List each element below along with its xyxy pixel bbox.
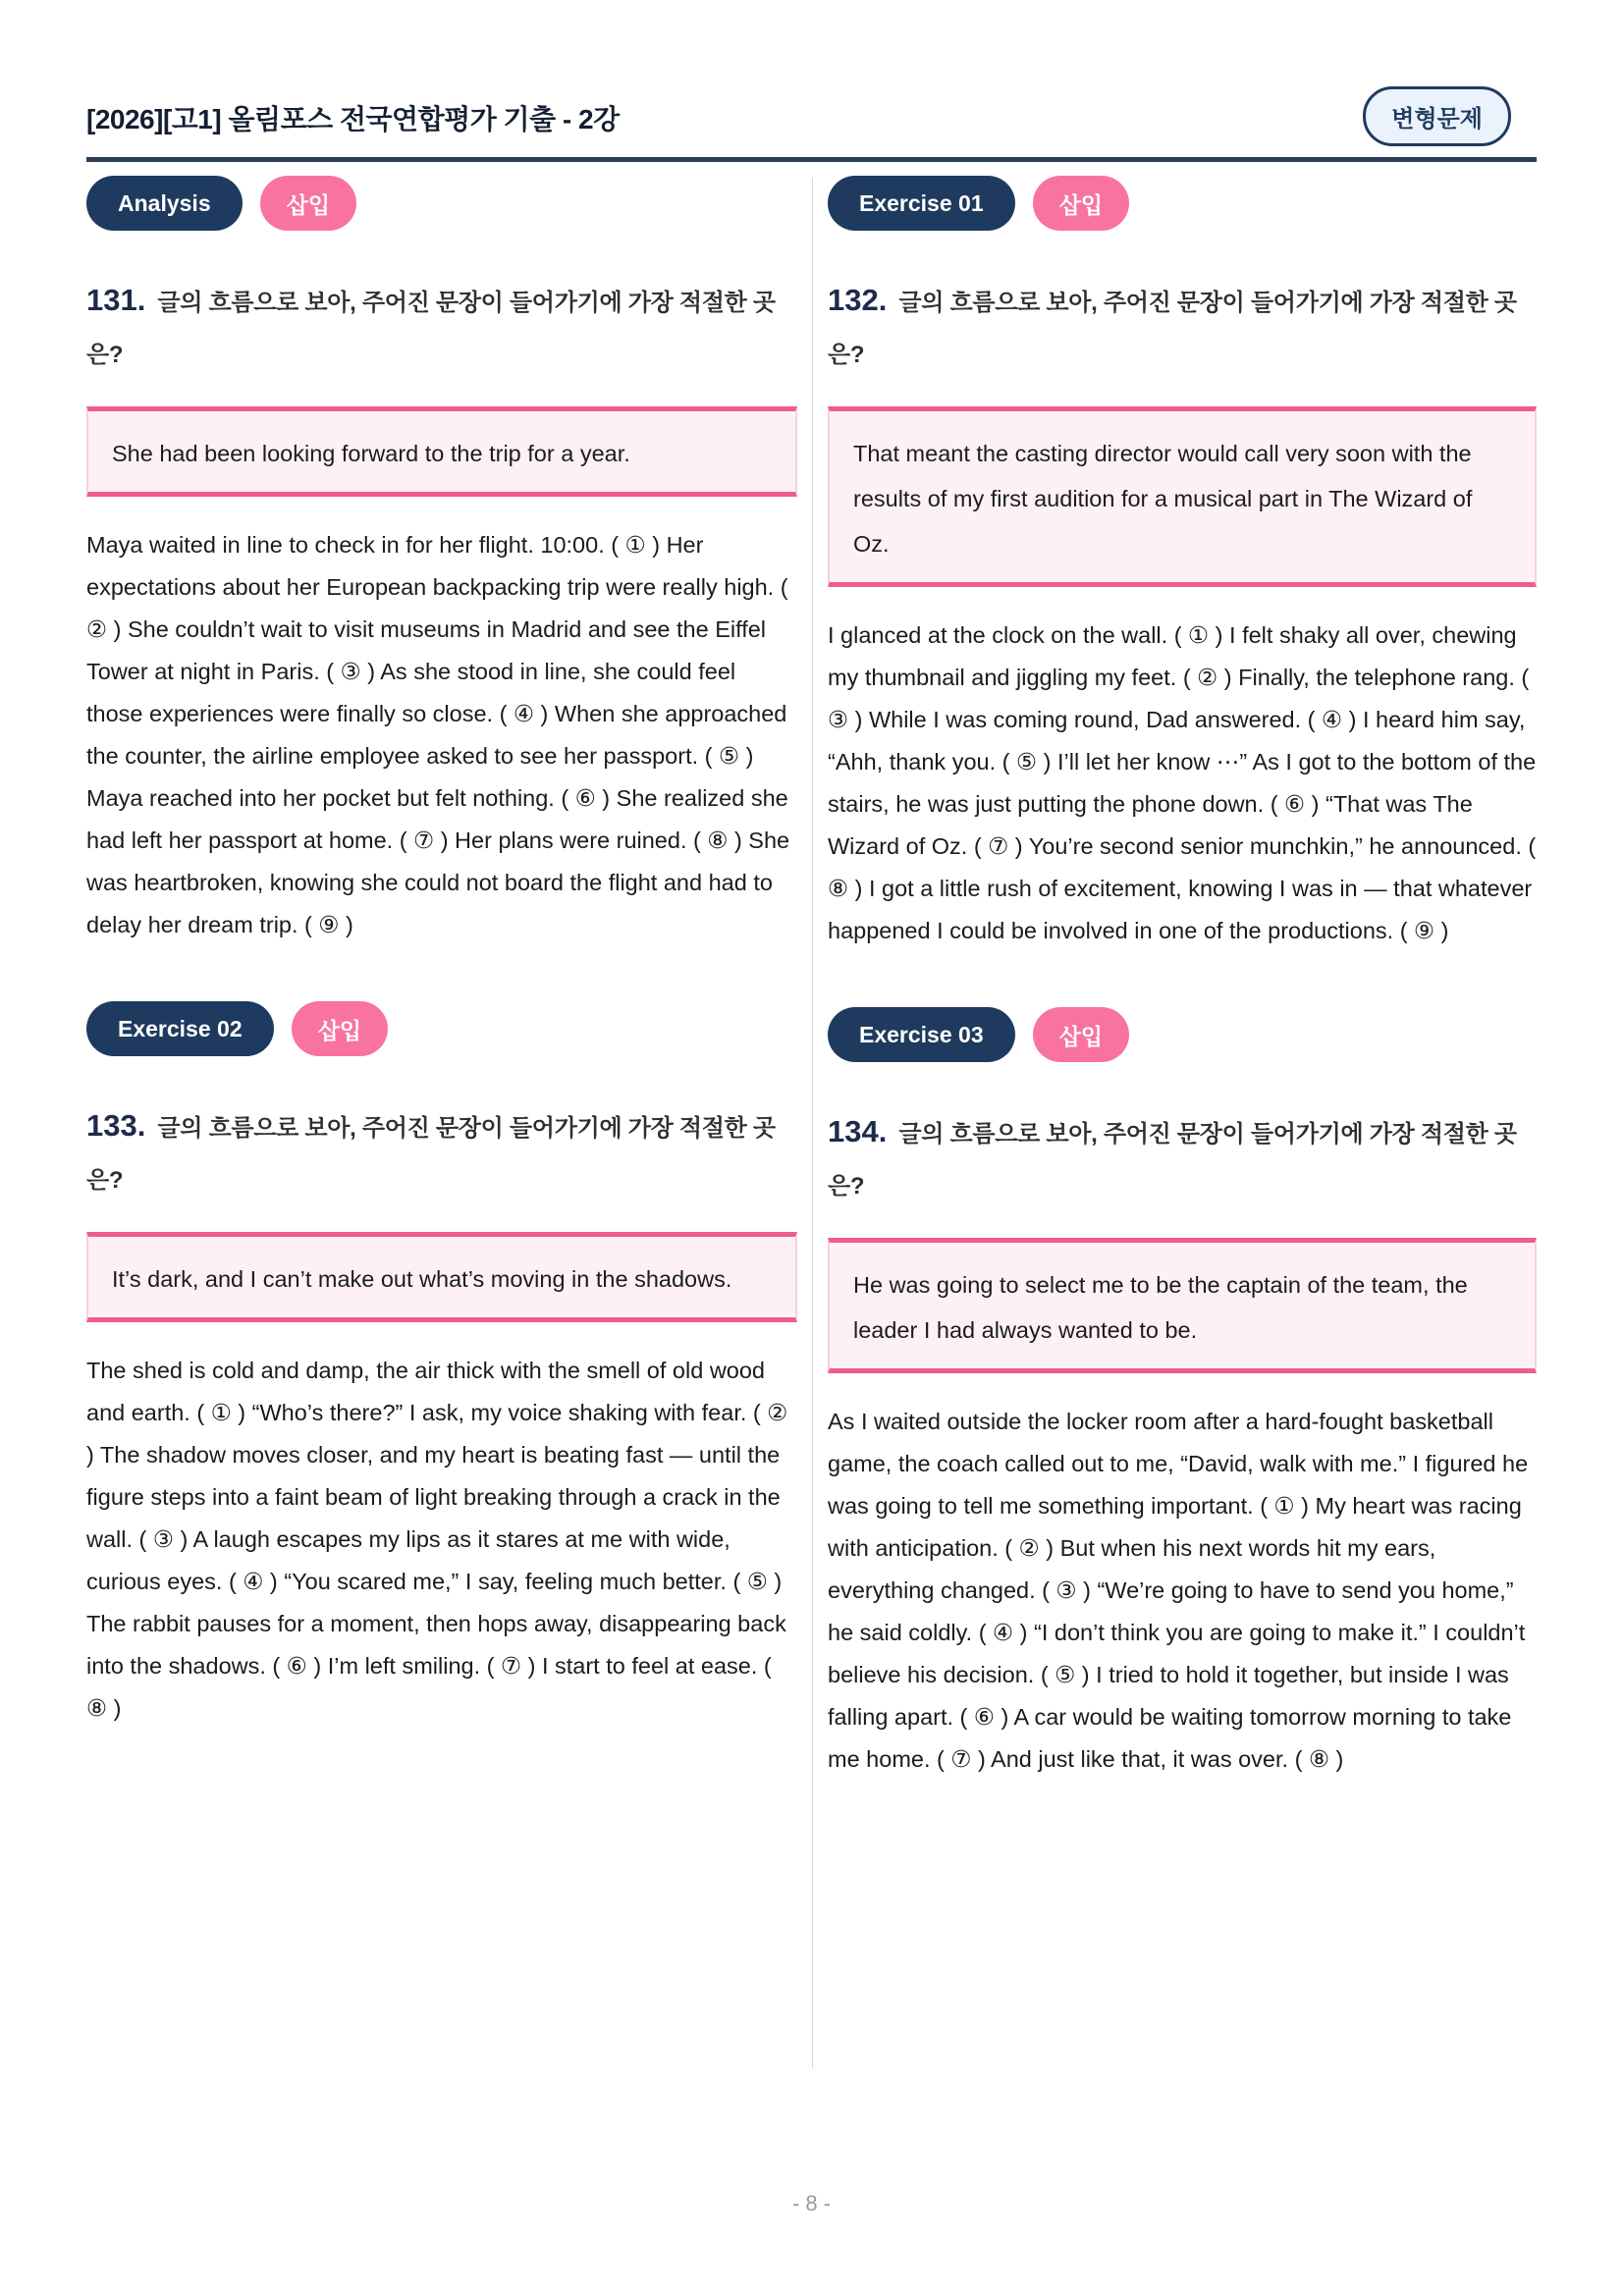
left-column xyxy=(86,176,797,2068)
question-type-badge: 삽입 xyxy=(1033,176,1129,231)
section-tag-badge: Exercise 02 xyxy=(86,1001,274,1056)
section-analysis xyxy=(86,176,797,946)
two-column-layout xyxy=(86,176,1537,2068)
given-sentence-box xyxy=(86,1232,797,1322)
question-type-badge: 삽입 xyxy=(292,1001,388,1056)
question-number: 134. xyxy=(828,1114,888,1148)
question-text: 글의 흐름으로 보아, 주어진 문장이 들어가기에 가장 적절한 곳은? xyxy=(86,290,776,368)
badge-row xyxy=(828,1007,1537,1062)
column-divider xyxy=(812,178,813,2068)
question-number: 132. xyxy=(828,283,888,317)
section-tag-badge: Exercise 03 xyxy=(828,1007,1015,1062)
variant-badge: 변형문제 xyxy=(1363,86,1511,146)
badge-row xyxy=(86,176,797,231)
page-number: - 8 - xyxy=(791,2191,832,2216)
given-sentence-box xyxy=(828,1238,1537,1373)
passage-text: Maya waited in line to check in for her flight. 10:00. ( ① ) Her expectations about her European backpacking trip were really high. ( ② ) She couldn’t wait to visit museums in Madrid and see the Eiffel Tower at night in Paris. ( ③ ) As she stood in line, she could feel those experiences were finally so close. ( ④ ) When she approached the counter, the airline employee asked to see her passport. ( ⑤ ) Maya reached into her pocket but felt nothing. ( ⑥ ) She realized she had left her passport at home. ( ⑦ ) Her plans were ruined. ( ⑧ ) She was heartbroken, knowing she could not board the flight and had to delay her dream trip. ( ⑨ ) xyxy=(86,532,790,937)
passage-text: As I waited outside the locker room after a hard-fought basketball game, the coach called out to me, “David, walk with me.” I figured he was going to tell me something important. ( ① ) My heart was racing with anticipation. ( ② ) But when his next words hit my ears, everything changed. ( ③ ) “We’re going to have to send you home,” he said coldly. ( ④ ) “I don’t think you are going to make it.” I couldn’t believe his decision. ( ⑤ ) I tried to hold it together, but inside I was falling apart. ( ⑥ ) A car would be waiting tomorrow morning to take me home. ( ⑦ ) And just like that, it was over. ( ⑧ ) xyxy=(828,1409,1529,1772)
question-text: 글의 흐름으로 보아, 주어진 문장이 들어가기에 가장 적절한 곳은? xyxy=(86,1115,776,1194)
question-text: 글의 흐름으로 보아, 주어진 문장이 들어가기에 가장 적절한 곳은? xyxy=(828,290,1517,368)
section-tag-badge: Analysis xyxy=(86,176,243,231)
section-exercise-01 xyxy=(828,176,1537,952)
question-prompt xyxy=(828,276,1537,383)
given-sentence-box xyxy=(86,406,797,497)
page-title: [2026][고1] 올림포스 전국연합평가 기출 - 2강 xyxy=(86,104,620,134)
section-tag-badge: Exercise 01 xyxy=(828,176,1015,231)
section-exercise-02 xyxy=(86,1001,797,1730)
given-sentence: She had been looking forward to the trip for a year. xyxy=(112,441,630,466)
badge-row xyxy=(86,1001,797,1056)
given-sentence: That meant the casting director would call very soon with the results of my first audition for a musical part in The Wizard of Oz. xyxy=(853,441,1473,557)
question-prompt xyxy=(86,276,797,383)
given-sentence: It’s dark, and I can’t make out what’s moving in the shadows. xyxy=(112,1266,732,1292)
question-number: 131. xyxy=(86,283,146,317)
given-sentence: He was going to select me to be the captain of the team, the leader I had always wanted to be. xyxy=(853,1272,1468,1343)
passage-text: I glanced at the clock on the wall. ( ① ) I felt shaky all over, chewing my thumbnail and jiggling my feet. ( ② ) Finally, the telephone rang. ( ③ ) While I was coming round, Dad answered. ( ④ ) I heard him say, “Ahh, thank you. ( ⑤ ) I’ll let her know ⋯” As I got to the bottom of the stairs, he was just putting the phone down. ( ⑥ ) “That was The Wizard of Oz. ( ⑦ ) You’re second senior munchkin,” he announced. ( ⑧ ) I got a little rush of excitement, knowing I was in — that whatever happened I could be involved in one of the productions. ( ⑨ ) xyxy=(828,622,1537,943)
question-prompt xyxy=(828,1107,1537,1214)
page-header xyxy=(86,0,1537,137)
badge-row xyxy=(828,176,1537,231)
right-column xyxy=(828,176,1537,2068)
question-text: 글의 흐름으로 보아, 주어진 문장이 들어가기에 가장 적절한 곳은? xyxy=(828,1121,1517,1200)
passage-text: The shed is cold and damp, the air thick with the smell of old wood and earth. ( ① ) “Who’s there?” I ask, my voice shaking with fear. ( ② ) The shadow moves closer, and my heart is beating fast — until the figure steps into a faint beam of light breaking through a crack in the wall. ( ③ ) A laugh escapes my lips as it stares at me with wide, curious eyes. ( ④ ) “You scared me,” I say, feeling much better. ( ⑤ ) The rabbit pauses for a moment, then hops away, disappearing back into the shadows. ( ⑥ ) I’m left smiling. ( ⑦ ) I start to feel at ease. ( ⑧ ) xyxy=(86,1358,788,1721)
given-sentence-box xyxy=(828,406,1537,587)
question-number: 133. xyxy=(86,1108,146,1143)
question-type-badge: 삽입 xyxy=(1033,1007,1129,1062)
header-rule xyxy=(86,157,1537,162)
question-type-badge: 삽입 xyxy=(260,176,356,231)
section-exercise-03 xyxy=(828,1007,1537,1781)
question-prompt xyxy=(86,1101,797,1208)
